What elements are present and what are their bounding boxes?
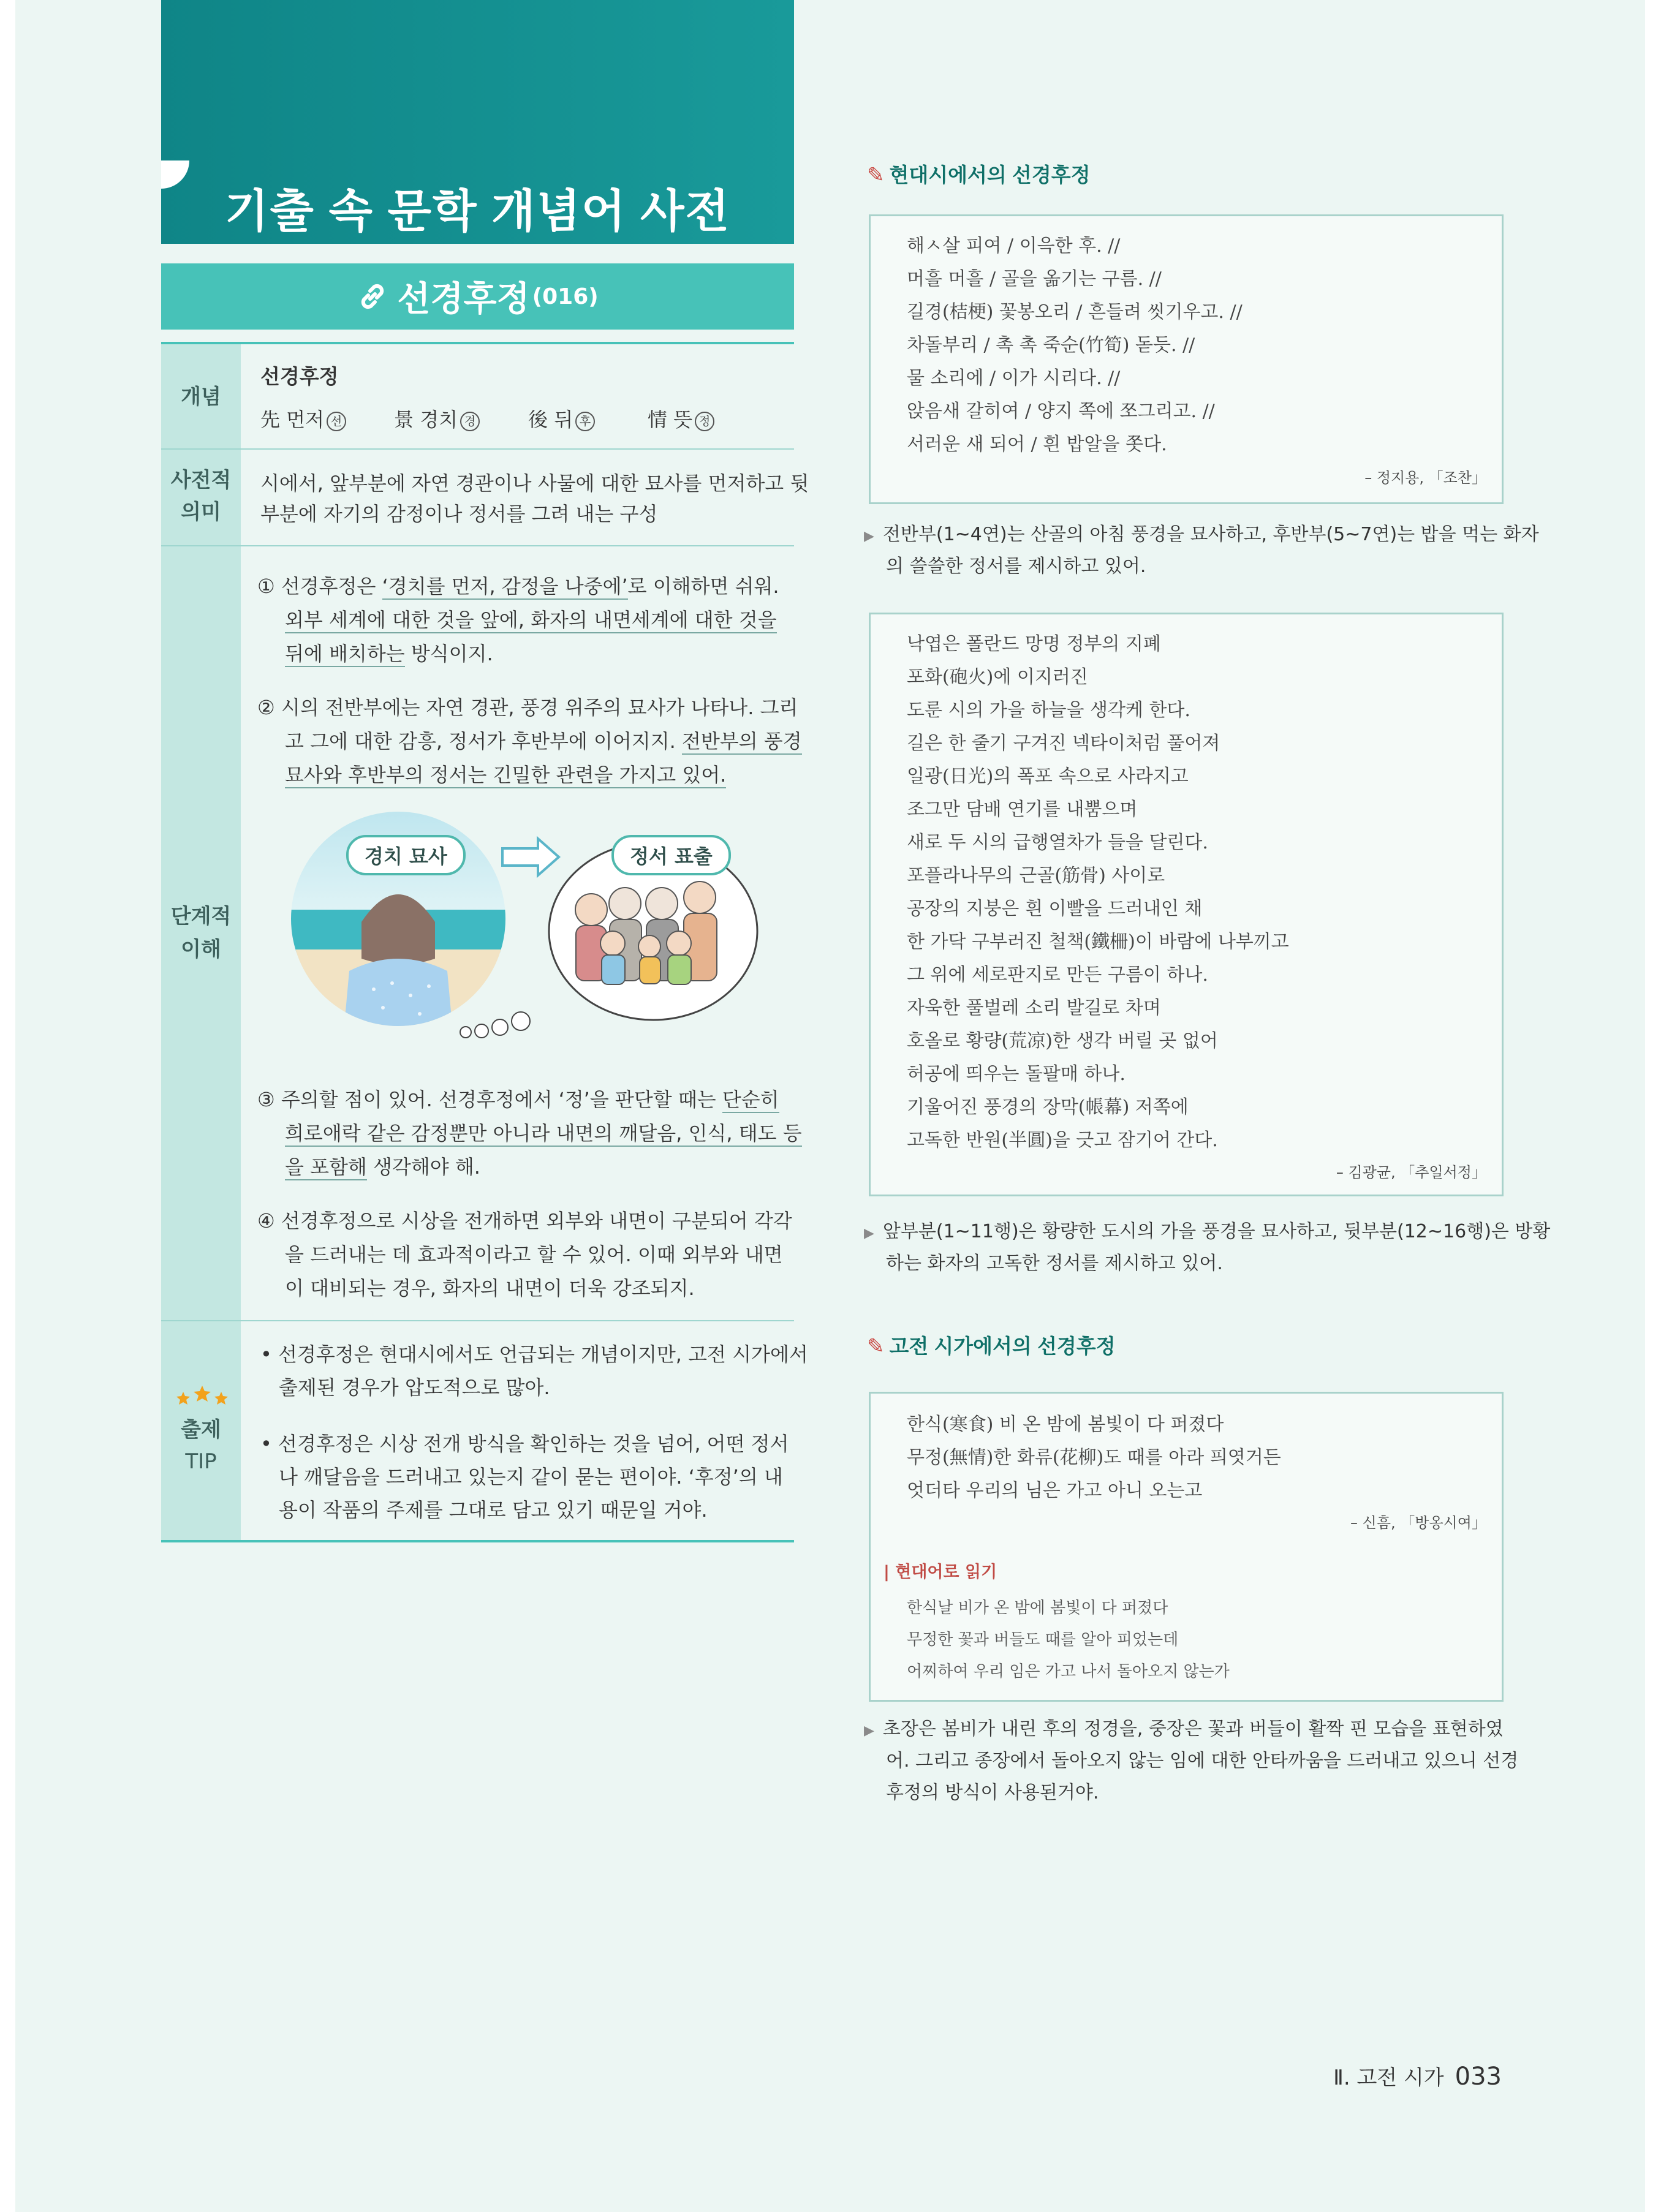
tip-bullet1-line-2: 출제된 경우가 압도적으로 많아. [279,1376,550,1399]
classic-line: 엇더타 우리의 님은 가고 아니 오는고 [907,1480,1203,1501]
step4-line-3: 이 대비되는 경우, 화자의 내면이 더욱 강조되지. [285,1277,695,1300]
poem2-line: 도룬 시의 가을 하늘을 생각케 한다. [907,700,1190,721]
modern-reading-line: 한식날 비가 온 밤에 봄빛이 다 퍼졌다 [907,1599,1168,1617]
classic-box [869,1392,1504,1702]
poem2-note-line-2: 하는 화자의 고독한 정서를 제시하고 있어. [886,1253,1223,1274]
classic-note-line-1: ▶ 초장은 봄비가 내린 후의 정경을, 중장은 꽃과 버들이 활짝 핀 모습을 표현하였 [864,1718,1504,1740]
poem1-note-line-1: ▶ 전반부(1~4연)는 산골의 아침 풍경을 묘사하고, 후반부(5~7연)는 밥을 먹는 화자 [864,524,1539,545]
modern-reading-line: 무정한 꽃과 버들도 때를 알아 피었는데 [907,1631,1179,1649]
row-divider [161,545,794,546]
steps-label-1: 단계적 [170,904,232,929]
poem1-line: 차돌부리 / 촉 촉 죽순(竹筍) 돋듯. // [907,334,1195,356]
poem2-line: 길은 한 줄기 구겨진 넥타이처럼 풀어져 [907,733,1220,754]
poem2-line: 자욱한 풀벌레 소리 발길로 차며 [907,997,1161,1019]
poem2-line: 조그만 담배 연기를 내뿜으며 [907,799,1138,820]
poem2-line: 낙엽은 폴란드 망명 정부의 지폐 [907,633,1161,655]
classic-line: 한식(寒食) 비 온 밤에 봄빛이 다 퍼졌다 [907,1414,1224,1435]
term-bar [161,263,794,330]
poem2-line: 호올로 황량(荒凉)한 생각 버릴 곳 없어 [907,1030,1218,1052]
step4-line-1: ④ 선경후정으로 시상을 전개하면 외부와 내면이 구분되어 각각 [257,1209,792,1232]
dictionary-line-2: 부분에 자기의 감정이나 정서를 그려 내는 구성 [260,502,658,526]
illustration [282,812,760,1051]
step1-line-1: ① 선경후정은 ‘경치를 먼저, 감정을 나중에’로 이해하면 쉬워. [257,570,779,603]
row-divider [161,1320,794,1321]
tip-label-2: TIP [185,1449,217,1474]
modern-reading-heading: | 현대어로 읽기 [883,1563,997,1582]
concept-label: 개념 [181,385,221,409]
step3-line-2: 희로애락 같은 감정뿐만 아니라 내면의 깨달음, 인식, 태도 등 [285,1117,802,1150]
step2-line-2: 고 그에 대한 감흥, 정서가 후반부에 이어지지. 전반부의 풍경 [285,725,802,758]
tip-bullet2-line-1: • 선경후정은 시상 전개 방식을 확인하는 것을 넘어, 어떤 정서 [260,1432,789,1455]
arrow-icon [502,839,559,875]
poem1-note-line-2: 의 쓸쓸한 정서를 제시하고 있어. [886,556,1146,577]
modern-reading-line: 어찌하여 우리 임은 가고 나서 돌아오지 않는가 [907,1663,1230,1681]
poem1-line: 앉음새 갈히여 / 양지 쪽에 쪼그리고. // [907,401,1215,422]
step2-line-3: 묘사와 후반부의 정서는 긴밀한 관련을 가지고 있어. [285,758,726,791]
poem2-line: 공장의 지붕은 흰 이빨을 드러내인 채 [907,898,1203,919]
poem2-line: 허공에 띄우는 돌팔매 하나. [907,1063,1126,1085]
step2-line-1: ② 시의 전반부에는 자연 경관, 풍경 위주의 묘사가 나타나. 그리 [257,696,798,719]
link-icon [357,281,388,312]
triangle-bullet-icon: ▶ [864,1226,874,1241]
hanja-3: 後 뒤 후 [528,403,595,436]
classic-note-line-2: 어. 그리고 종장에서 돌아오지 않는 임에 대한 안타까움을 드러내고 있으니 선경 [886,1750,1519,1772]
classic-heading: ✎ 고전 시가에서의 선경후정 [867,1335,1116,1358]
triangle-bullet-icon: ▶ [864,529,874,544]
hanja-2: 景 경치 경 [394,403,480,436]
poem2-line: 일광(日光)의 폭포 속으로 사라지고 [907,766,1189,787]
term-code: (016) [532,284,599,309]
poem1-line: 머흘 머흘 / 골을 옮기는 구름. // [907,268,1162,290]
page-title: 기출 속 문학 개념어 사전 [224,186,731,236]
poem1-line: 물 소리에 / 이가 시리다. // [907,368,1121,389]
tip-bullet2-line-2: 나 깨달음을 드러내고 있는지 같이 묻는 편이야. ‘후정’의 내 [279,1465,783,1489]
step1-line-3: 뒤에 배치하는 방식이지. [285,637,493,670]
modern-heading: ✎ 현대시에서의 선경후정 [867,164,1091,187]
hanja-1: 先 먼저 선 [260,403,346,436]
emotion-tag: 정서 표출 [611,835,731,875]
page-footer [1333,2061,1502,2091]
tip-bullet1-line-1: • 선경후정은 현대시에서도 언급되는 개념이지만, 고전 시가에서 [260,1343,808,1366]
classic-note-line-3: 후정의 방식이 사용된거야. [886,1782,1099,1803]
term-name: 선경후정 [397,279,530,319]
tip-label-1: 출제 [181,1417,221,1442]
concept-word: 선경후정 [260,364,339,388]
poem2-line: 고독한 반원(半圓)을 긋고 잠기어 간다. [907,1130,1218,1151]
row-divider [161,448,794,450]
poem2-line: 포플라나무의 근골(筋骨) 사이로 [907,865,1165,886]
hanja-4: 情 뜻 정 [648,403,714,436]
pen-icon: ✎ [867,1335,885,1358]
poem2-source: – 김광균, 「추일서정」 [1336,1164,1486,1181]
poem2-line: 포화(砲火)에 이지러진 [907,666,1088,688]
page-number: 033 [1455,2063,1502,2091]
pen-icon: ✎ [867,164,885,187]
step4-line-2: 을 드러내는 데 효과적이라고 할 수 있어. 이때 외부와 내면 [285,1243,783,1266]
star-icon [175,1383,230,1410]
table-top-rule [161,342,794,344]
dictionary-line-1: 시에서, 앞부분에 자연 경관이나 사물에 대한 묘사를 먼저하고 뒷 [260,472,809,495]
tip-bullet2-line-3: 용이 작품의 주제를 그대로 담고 있기 때문일 거야. [279,1498,708,1522]
poem1-line: 해ㅅ살 피여 / 이윽한 후. // [907,235,1121,257]
table-bottom-rule [161,1540,794,1542]
dictionary-label-1: 사전적 [170,468,232,493]
classic-line: 무정(無情)한 화류(花柳)도 때를 아라 픠엿거든 [907,1447,1281,1468]
poem2-note-line-1: ▶ 앞부분(1~11행)은 황량한 도시의 가을 풍경을 묘사하고, 뒷부분(12~16행)은 방황 [864,1221,1551,1242]
poem1-line: 길경(桔梗) 꽃봉오리 / 흔들려 씻기우고. // [907,301,1243,323]
triangle-bullet-icon: ▶ [864,1723,874,1738]
poem1-box [869,214,1504,504]
poem2-line: 기울어진 풍경의 장막(帳幕) 저쪽에 [907,1097,1189,1118]
step3-line-3: 을 포함해 생각해야 해. [285,1150,480,1183]
poem2-line: 그 위에 세로판지로 만든 구름이 하나. [907,964,1208,986]
dictionary-label-2: 의미 [181,500,221,524]
step1-line-2: 외부 세계에 대한 것을 앞에, 화자의 내면세계에 대한 것을 [285,603,777,636]
poem2-line: 새로 두 시의 급행열차가 들을 달린다. [907,832,1208,853]
poem2-line: 한 가닥 구부러진 철책(鐵柵)이 바람에 나부끼고 [907,931,1289,953]
poem1-source: – 정지용, 「조찬」 [1364,469,1486,486]
classic-source: – 신흠, 「방옹시여」 [1350,1514,1486,1531]
chapter-label: Ⅱ. 고전 시가 [1333,2066,1444,2090]
scenery-tag: 경치 묘사 [346,835,466,875]
step3-line-1: ③ 주의할 점이 있어. 선경후정에서 ‘정’을 판단할 때는 단순히 [257,1083,779,1116]
poem1-line: 서러운 새 되어 / 흰 밥알을 쫏다. [907,434,1167,455]
steps-label-2: 이해 [181,937,221,962]
